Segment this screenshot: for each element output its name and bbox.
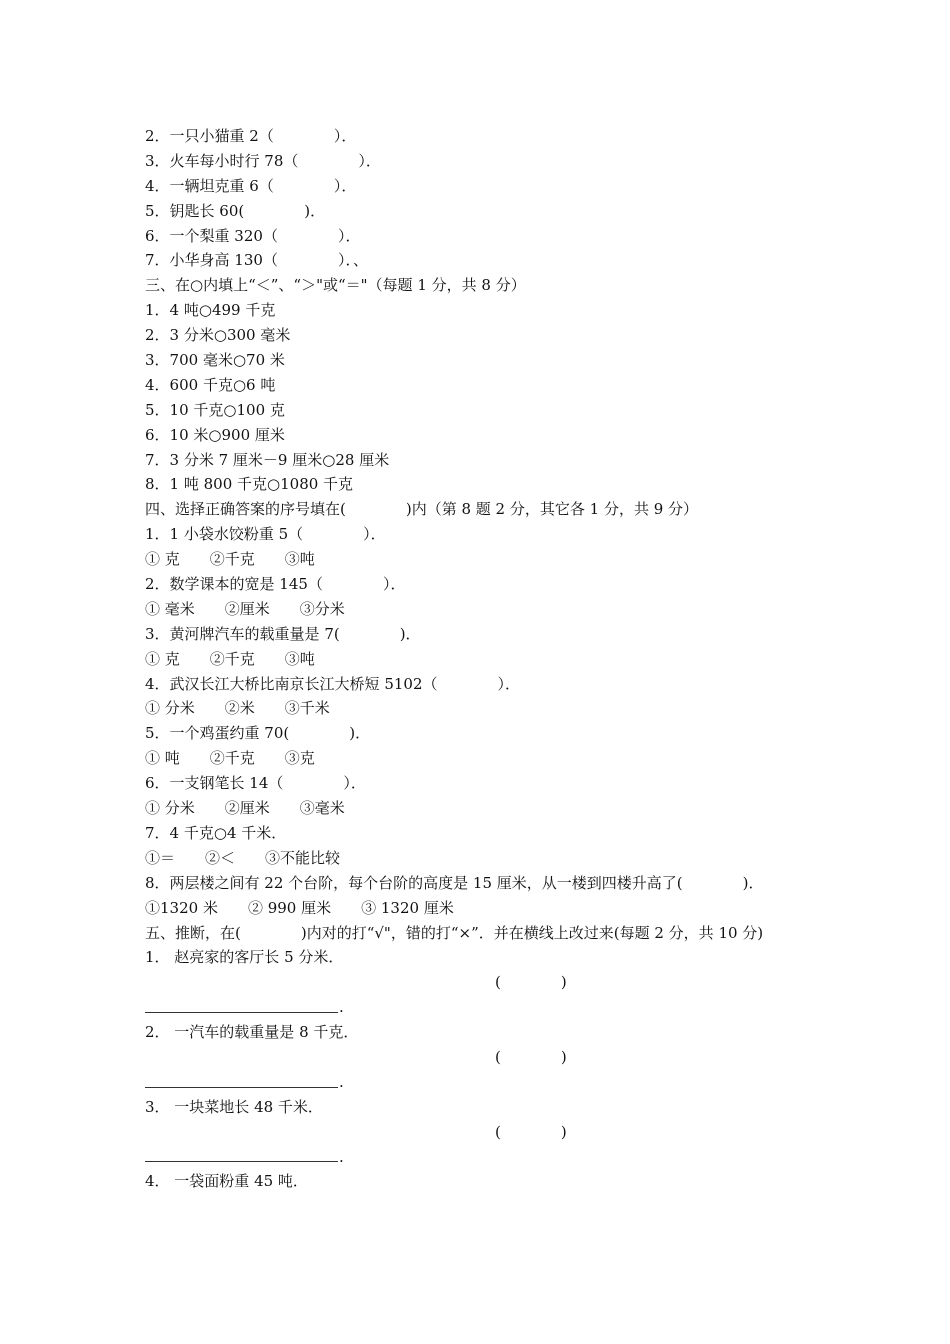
judge-question: 2． 一汽车的载重量是 8 千克． xyxy=(145,1023,359,1042)
section-three-title: 三、在○内填上“＜”、“＞"或“＝"（每题 1 分，共 8 分） xyxy=(145,276,526,295)
judge-question: 1． 赵亮家的客厅长 5 分米． xyxy=(145,948,344,967)
choice-options: ① 克 ②千克 ③吨 xyxy=(145,649,315,668)
blank-period: . xyxy=(339,998,344,1017)
choice-options: ① 吨 ②千克 ③克 xyxy=(145,749,315,768)
choice-question: 5．一个鸡蛋约重 70( )． xyxy=(145,724,371,743)
compare-item: 8．1 吨 800 千克○1080 千克 xyxy=(145,475,354,494)
fill-in-item: 3．火车每小时行 78（ ）． xyxy=(145,151,381,170)
section-five xyxy=(145,921,815,1195)
choice-question: 6．一支钢笔长 14（ ）． xyxy=(145,774,366,793)
judge-question: 4． 一袋面粉重 45 吨． xyxy=(145,1172,308,1191)
choice-question: 4．武汉长江大桥比南京长江大桥短 5102（ ）． xyxy=(145,674,520,693)
fill-in-item: 4．一辆坦克重 6（ ）． xyxy=(145,176,357,195)
compare-item: 2．3 分米○300 毫米 xyxy=(145,326,291,345)
choice-options: ① 分米 ②厘米 ③毫米 xyxy=(145,799,345,818)
section-two-items xyxy=(145,124,815,273)
compare-item: 1．4 吨○499 千克 xyxy=(145,301,276,320)
underline xyxy=(145,1161,338,1162)
section-four xyxy=(145,497,815,920)
choice-options: ①1320 米 ② 990 厘米 ③ 1320 厘米 xyxy=(145,898,454,917)
compare-item: 6．10 米○900 厘米 xyxy=(145,425,285,444)
choice-question: 3．黄河牌汽车的载重量是 7( )． xyxy=(145,624,421,643)
choice-options: ① 分米 ②米 ③千米 xyxy=(145,699,330,718)
compare-item: 4．600 千克○6 吨 xyxy=(145,375,276,394)
underline xyxy=(145,1087,338,1088)
judge-question: 3． 一块菜地长 48 千米． xyxy=(145,1097,323,1116)
answer-parentheses[interactable]: ( ) xyxy=(495,1122,567,1141)
answer-parentheses[interactable]: ( ) xyxy=(495,1047,567,1066)
correction-blank[interactable] xyxy=(145,1145,815,1170)
choice-question: 2．数学课本的宽是 145（ ）． xyxy=(145,575,406,594)
fill-in-item: 6．一个梨重 320（ ）． xyxy=(145,226,361,245)
fill-in-item: 5．钥匙长 60( )． xyxy=(145,201,326,220)
answer-parentheses[interactable]: ( ) xyxy=(495,973,567,992)
choice-options: ①＝ ②＜ ③不能比较 xyxy=(145,848,341,867)
choice-question: 7．4 千克○4 千米． xyxy=(145,823,287,842)
choice-question: 1．1 小袋水饺粉重 5（ ）． xyxy=(145,525,386,544)
choice-options: ① 毫米 ②厘米 ③分米 xyxy=(145,599,345,618)
section-three xyxy=(145,273,815,497)
underline xyxy=(145,1012,338,1013)
blank-period: . xyxy=(339,1147,344,1166)
compare-item: 3．700 毫米○70 米 xyxy=(145,351,285,370)
correction-blank[interactable] xyxy=(145,1070,815,1095)
fill-in-item: 7．小华身高 130（ ）．、 xyxy=(145,251,368,270)
worksheet-page xyxy=(145,124,815,1194)
compare-item: 5．10 千克○100 克 xyxy=(145,400,285,419)
choice-options: ① 克 ②千克 ③吨 xyxy=(145,550,315,569)
section-five-title: 五、推断，在( )内对的打“√"，错的打“×”．并在横线上改过来(每题 2 分，共 10 分) xyxy=(145,923,764,942)
blank-period: . xyxy=(339,1072,344,1091)
section-four-title: 四、选择正确答案的序号填在( )内（第 8 题 2 分，其它各 1 分，共 9 分） xyxy=(145,500,699,519)
choice-question: 8．两层楼之间有 22 个台阶，每个台阶的高度是 15 厘米，从一楼到四楼升高了( )． xyxy=(145,873,764,892)
correction-blank[interactable] xyxy=(145,995,815,1020)
fill-in-item: 2．一只小猫重 2（ ）． xyxy=(145,127,357,145)
compare-item: 7．3 分米 7 厘米－9 厘米○28 厘米 xyxy=(145,450,390,469)
